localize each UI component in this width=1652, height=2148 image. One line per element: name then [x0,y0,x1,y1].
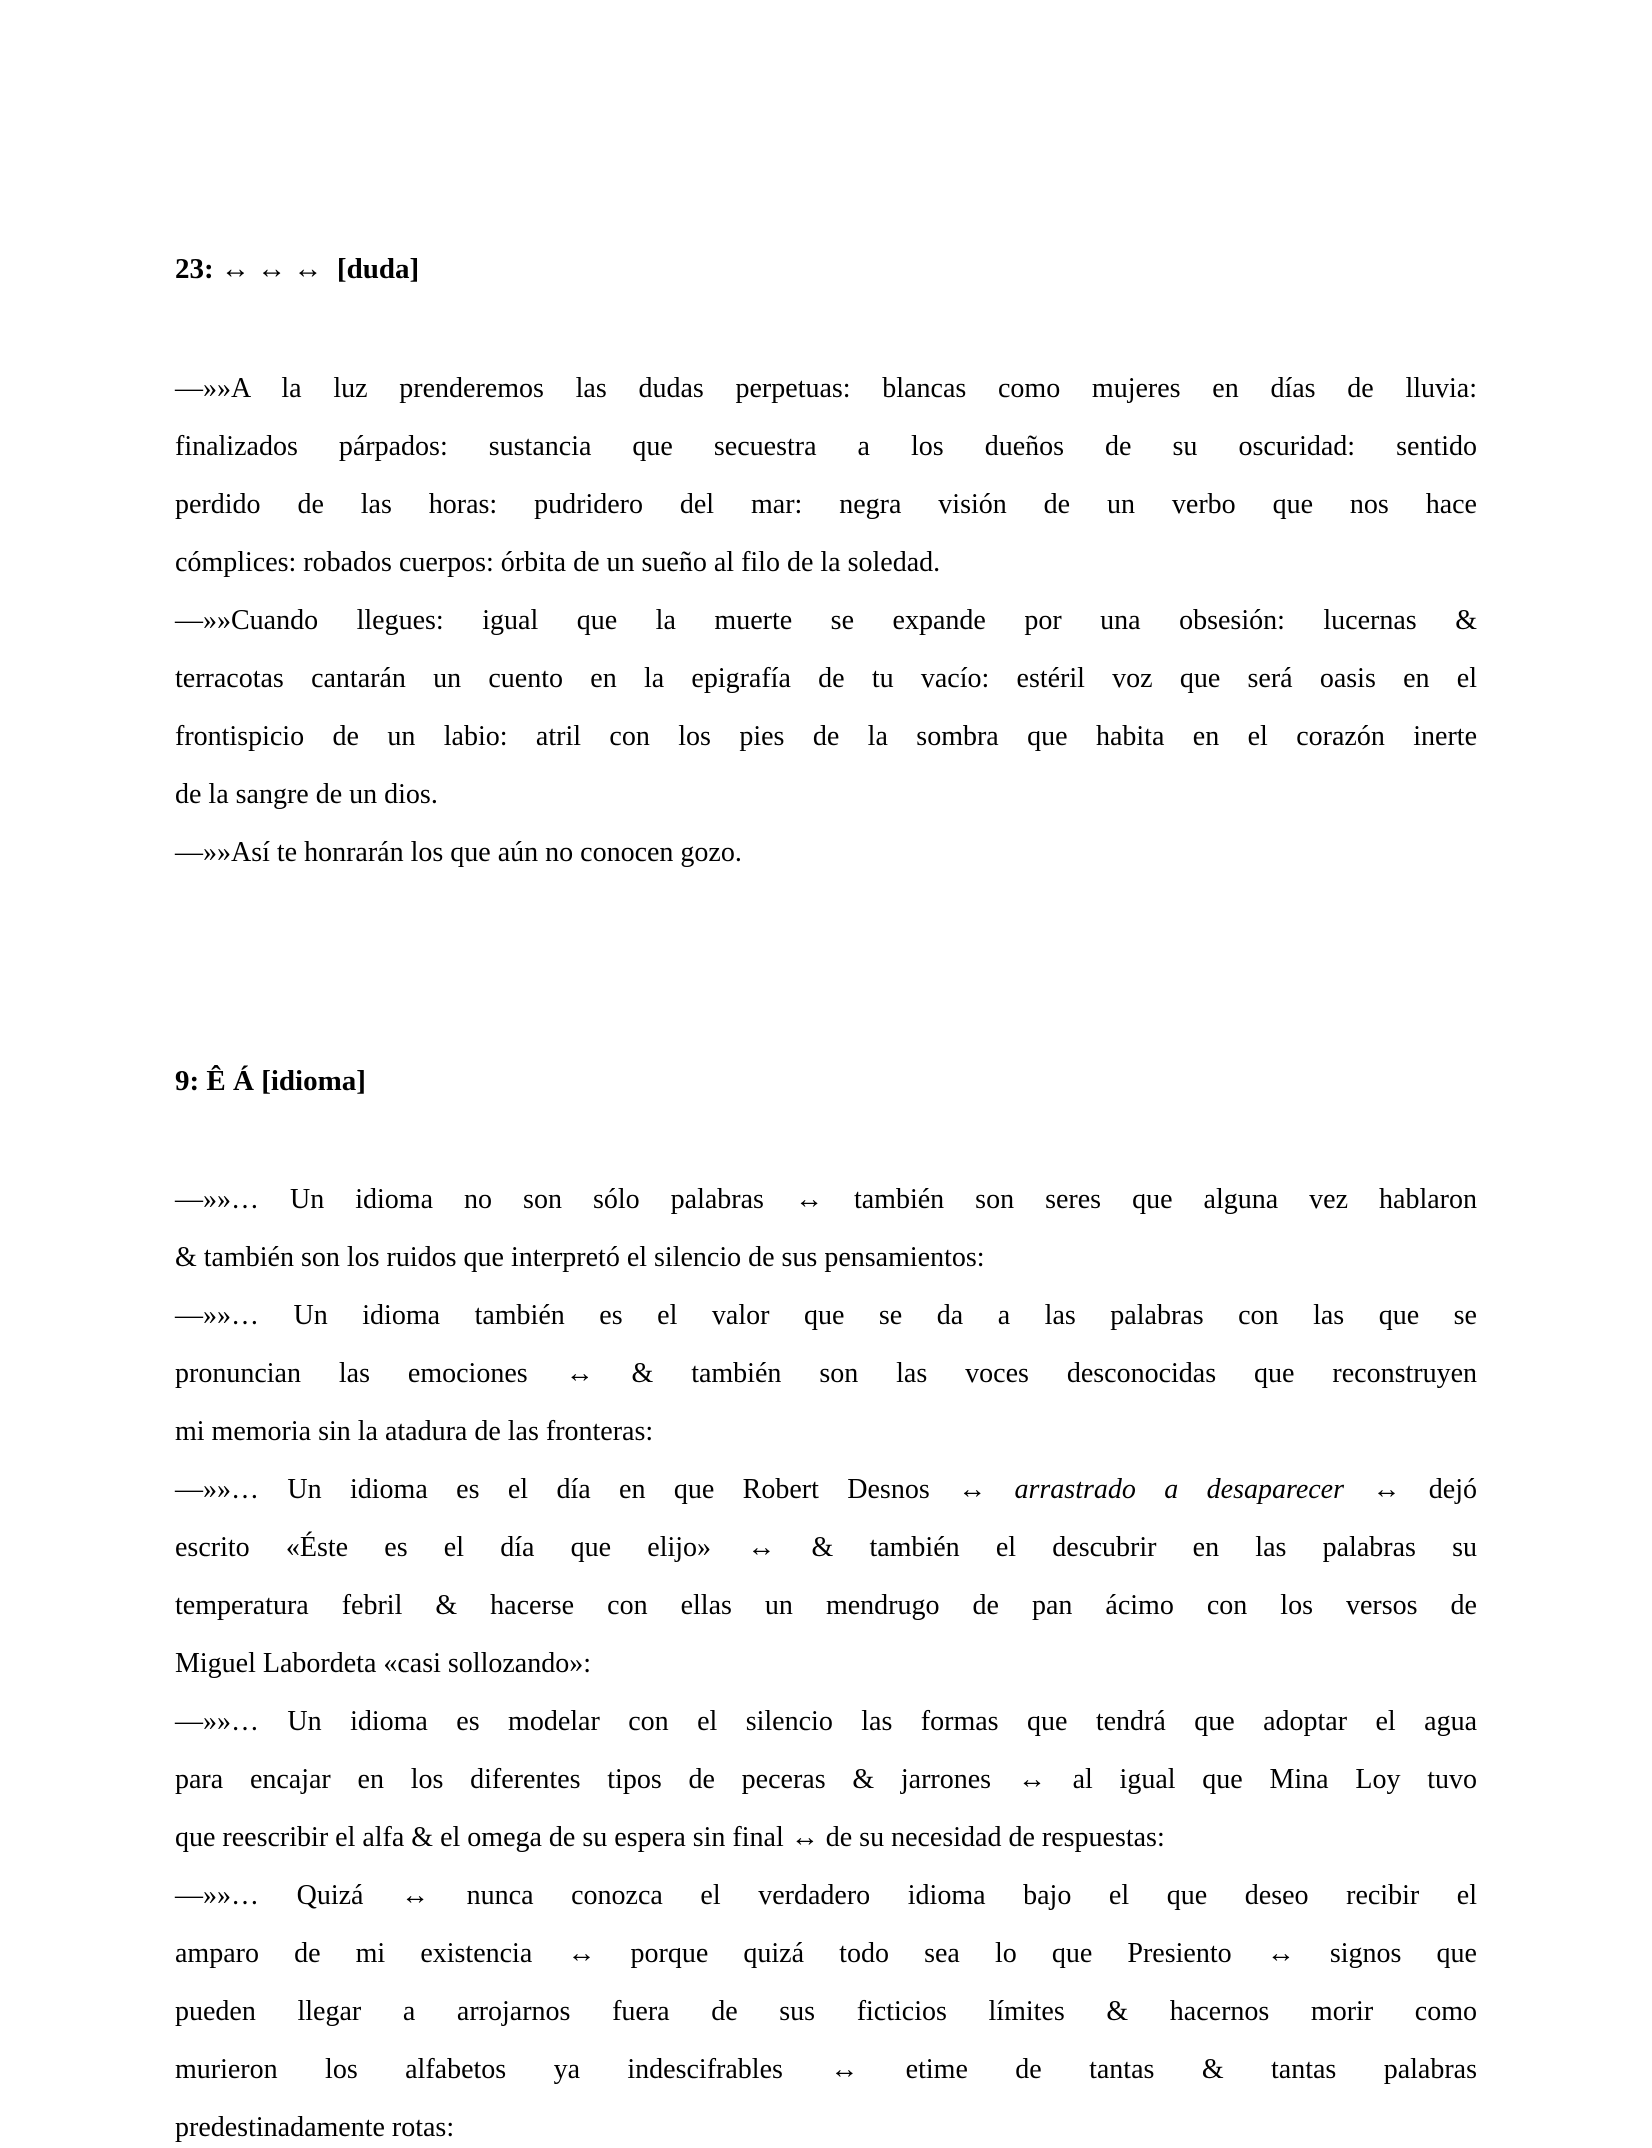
paragraph [175,1693,1477,1867]
text-line: perdido de las horas: pudridero del mar: negra visión de un verbo que nos hace [175,489,1477,520]
text-line: & también son los ruidos que interpretó el silencio de sus pensamientos: [175,1242,985,1273]
paragraph [175,1461,1477,1693]
text-line: —»»Cuando llegues: igual que la muerte se expande por una obsesión: lucernas & [175,605,1477,636]
text-line: —»»Así te honrarán los que aún no conocen gozo. [175,837,742,868]
paragraph [175,824,1477,882]
text-line: temperatura febril & hacerse con ellas un mendrugo de pan ácimo con los versos de [175,1590,1477,1621]
section-heading-duda: 23: ↔ ↔ ↔ [duda] [175,253,420,285]
text-line: frontispicio de un labio: atril con los pies de la sombra que habita en el corazón inerte [175,721,1477,752]
text-line: amparo de mi existencia ↔ porque quizá todo sea lo que Presiento ↔ signos que [175,1938,1477,1969]
text-line: —»»… Quizá ↔ nunca conozca el verdadero idioma bajo el que deseo recibir el [175,1880,1477,1911]
text-line: —»»… Un idioma no son sólo palabras ↔ también son seres que alguna vez hablaron [175,1184,1477,1215]
text-line: de la sangre de un dios. [175,779,438,810]
paragraph [175,1287,1477,1461]
text-line: predestinadamente rotas: [175,2112,455,2143]
paragraph [175,592,1477,824]
text-line: —»»… Un idioma es modelar con el silencio las formas que tendrá que adoptar el agua [175,1706,1477,1737]
italic-text-run: arrastrado a desaparecer [1014,1474,1345,1505]
paragraph [175,1867,1477,2148]
text-line: finalizados párpados: sustancia que secuestra a los dueños de su oscuridad: sentido [175,431,1477,462]
text-line: que reescribir el alfa & el omega de su espera sin final ↔ de su necesidad de respuestas: [175,1822,1165,1853]
text-line: para encajar en los diferentes tipos de peceras & jarrones ↔ al igual que Mina Loy tuvo [175,1764,1477,1795]
text-line: —»»A la luz prenderemos las dudas perpetuas: blancas como mujeres en días de lluvia: [175,373,1477,404]
text-run: ↔ dejó [1344,1474,1477,1505]
text-line: —»»… Un idioma también es el valor que se da a las palabras con las que se [175,1300,1477,1331]
text-line: Miguel Labordeta «casi sollozando»: [175,1648,591,1679]
text-line: cómplices: robados cuerpos: órbita de un sueño al filo de la soledad. [175,547,941,578]
text-line: terracotas cantarán un cuento en la epigrafía de tu vacío: estéril voz que será oasis en el [175,663,1477,694]
paragraph [175,1171,1477,1287]
section-heading-idioma: 9: Ê Á [idioma] [175,1065,366,1097]
text-line: escrito «Éste es el día que elijo» ↔ & también el descubrir en las palabras su [175,1532,1477,1563]
text-line: pueden llegar a arrojarnos fuera de sus ficticios límites & hacernos morir como [175,1996,1477,2027]
text-line: murieron los alfabetos ya indescifrables ↔ etime de tantas & tantas palabras [175,2054,1477,2085]
paragraph [175,360,1477,592]
text-line: pronuncian las emociones ↔ & también son las voces desconocidas que reconstruyen [175,1358,1477,1389]
text-line: mi memoria sin la atadura de las fronteras: [175,1416,654,1447]
text-run: —»»… Un idioma es el día en que Robert Desnos ↔ [175,1474,1015,1505]
text-line-with-italic [175,1461,1477,1519]
